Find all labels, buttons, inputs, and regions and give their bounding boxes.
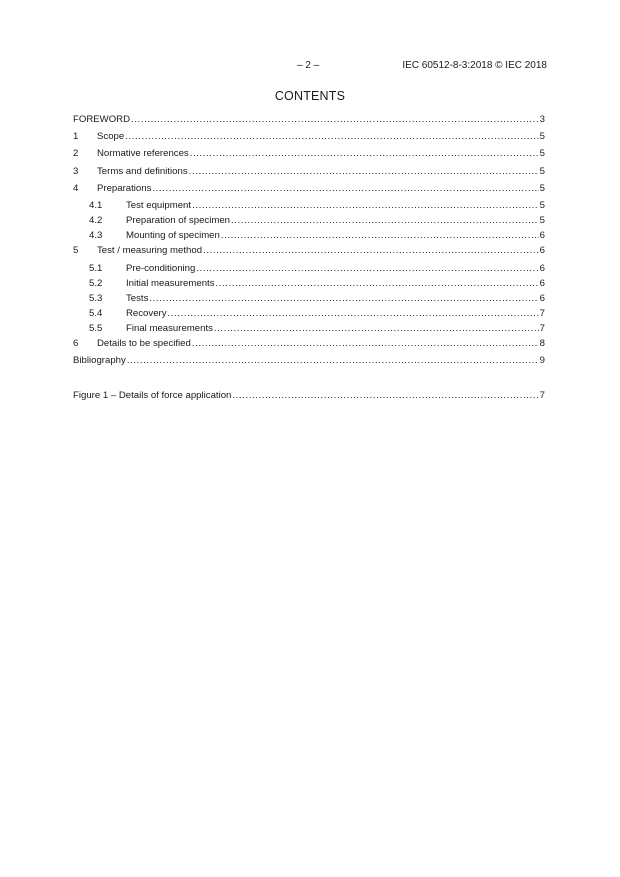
toc-entry-scope[interactable]: [73, 130, 545, 144]
toc-entry-number: 5.2: [89, 278, 103, 289]
toc-entry-recovery[interactable]: [73, 307, 545, 321]
dot-leader: [203, 244, 539, 258]
toc-entry-initial-measurements[interactable]: [73, 277, 545, 291]
page-number: – 2 –: [297, 60, 320, 71]
toc-entry-number: 4.3: [89, 230, 103, 241]
toc-entry-tests[interactable]: [73, 292, 545, 306]
dot-leader: [125, 130, 538, 144]
toc-entry-foreword[interactable]: [73, 113, 545, 127]
toc-entry-label: Details to be specified: [97, 338, 191, 349]
toc-entry-test-equipment[interactable]: [73, 199, 545, 213]
dot-leader: [127, 354, 539, 368]
toc-entry-page: 7: [539, 308, 545, 319]
toc-entry-number: 4.1: [89, 200, 103, 211]
toc-entry-number: 6: [73, 338, 79, 349]
dot-leader: [232, 389, 538, 403]
toc-entry-label: Bibliography: [73, 355, 126, 366]
toc-entry-label: Scope: [97, 131, 125, 142]
toc-entry-page: 5: [539, 166, 545, 177]
toc-entry-number: 5.5: [89, 323, 103, 334]
toc-entry-page: 3: [539, 114, 545, 125]
toc-entry-page: 9: [539, 355, 545, 366]
toc-entry-page: 5: [539, 148, 545, 159]
toc-entry-number: 5: [73, 245, 79, 256]
dot-leader: [152, 182, 538, 196]
toc-entry-page: 6: [539, 230, 545, 241]
dot-leader: [131, 113, 539, 127]
toc-entry-number: 1: [73, 131, 79, 142]
toc-entry-page: 5: [539, 183, 545, 194]
toc-entry-label: Pre-conditioning: [126, 263, 196, 274]
toc-entry-terms-and-definitions[interactable]: [73, 165, 545, 179]
toc-entry-label: Test equipment: [126, 200, 192, 211]
page-header: [0, 59, 620, 73]
toc-entry-final-measurements[interactable]: [73, 322, 545, 336]
toc-entry-mounting-of-specimen[interactable]: [73, 229, 545, 243]
toc-entry-preparations[interactable]: [73, 182, 545, 196]
toc-entry-page: 6: [539, 263, 545, 274]
toc-entry-label: Preparations: [97, 183, 152, 194]
toc-entry-number: 2: [73, 148, 79, 159]
dot-leader: [190, 147, 539, 161]
figure-entry-label: Figure 1 – Details of force application: [73, 390, 232, 401]
dot-leader: [189, 165, 539, 179]
toc-entry-number: 5.4: [89, 308, 103, 319]
toc-entry-label: Final measurements: [126, 323, 213, 334]
toc-entry-page: 7: [539, 323, 545, 334]
dot-leader: [231, 214, 539, 228]
dot-leader: [221, 229, 539, 243]
dot-leader: [149, 292, 538, 306]
toc-entry-page: 5: [539, 131, 545, 142]
toc-entry-label: Tests: [126, 293, 149, 304]
toc-entry-number: 5.1: [89, 263, 103, 274]
dot-leader: [196, 262, 538, 276]
toc-entry-page: 6: [539, 245, 545, 256]
dot-leader: [192, 337, 539, 351]
toc-entry-number: 3: [73, 166, 79, 177]
toc-entry-label: Mounting of specimen: [126, 230, 220, 241]
toc-entry-test-measuring-method[interactable]: [73, 244, 545, 258]
toc-entry-page: 6: [539, 293, 545, 304]
toc-entry-label: FOREWORD: [73, 114, 131, 125]
toc-entry-page: 6: [539, 278, 545, 289]
toc-entry-page: 8: [539, 338, 545, 349]
toc-entry-normative-references[interactable]: [73, 147, 545, 161]
toc-entry-label: Test / measuring method: [97, 245, 203, 256]
toc-entry-label: Terms and definitions: [97, 166, 188, 177]
toc-entry-page: 5: [539, 215, 545, 226]
toc-entry-label: Recovery: [126, 308, 167, 319]
dot-leader: [168, 307, 539, 321]
toc-entry-number: 4: [73, 183, 79, 194]
toc-entry-details-to-be-specified[interactable]: [73, 337, 545, 351]
figure-entry-1[interactable]: [73, 389, 545, 403]
toc-entry-label: Normative references: [97, 148, 189, 159]
toc-entry-preparation-of-specimen[interactable]: [73, 214, 545, 228]
figure-entry-page: 7: [539, 390, 545, 401]
dot-leader: [192, 199, 539, 213]
page-title: CONTENTS: [274, 89, 346, 103]
toc-entry-bibliography[interactable]: [73, 354, 545, 368]
toc-entry-number: 5.3: [89, 293, 103, 304]
toc-entry-label: Initial measurements: [126, 278, 215, 289]
toc-entry-pre-conditioning[interactable]: [73, 262, 545, 276]
document-reference: IEC 60512-8-3:2018 © IEC 2018: [402, 60, 547, 71]
toc-entry-page: 5: [539, 200, 545, 211]
toc-entry-label: Preparation of specimen: [126, 215, 230, 226]
dot-leader: [216, 277, 539, 291]
toc-entry-number: 4.2: [89, 215, 103, 226]
dot-leader: [214, 322, 539, 336]
